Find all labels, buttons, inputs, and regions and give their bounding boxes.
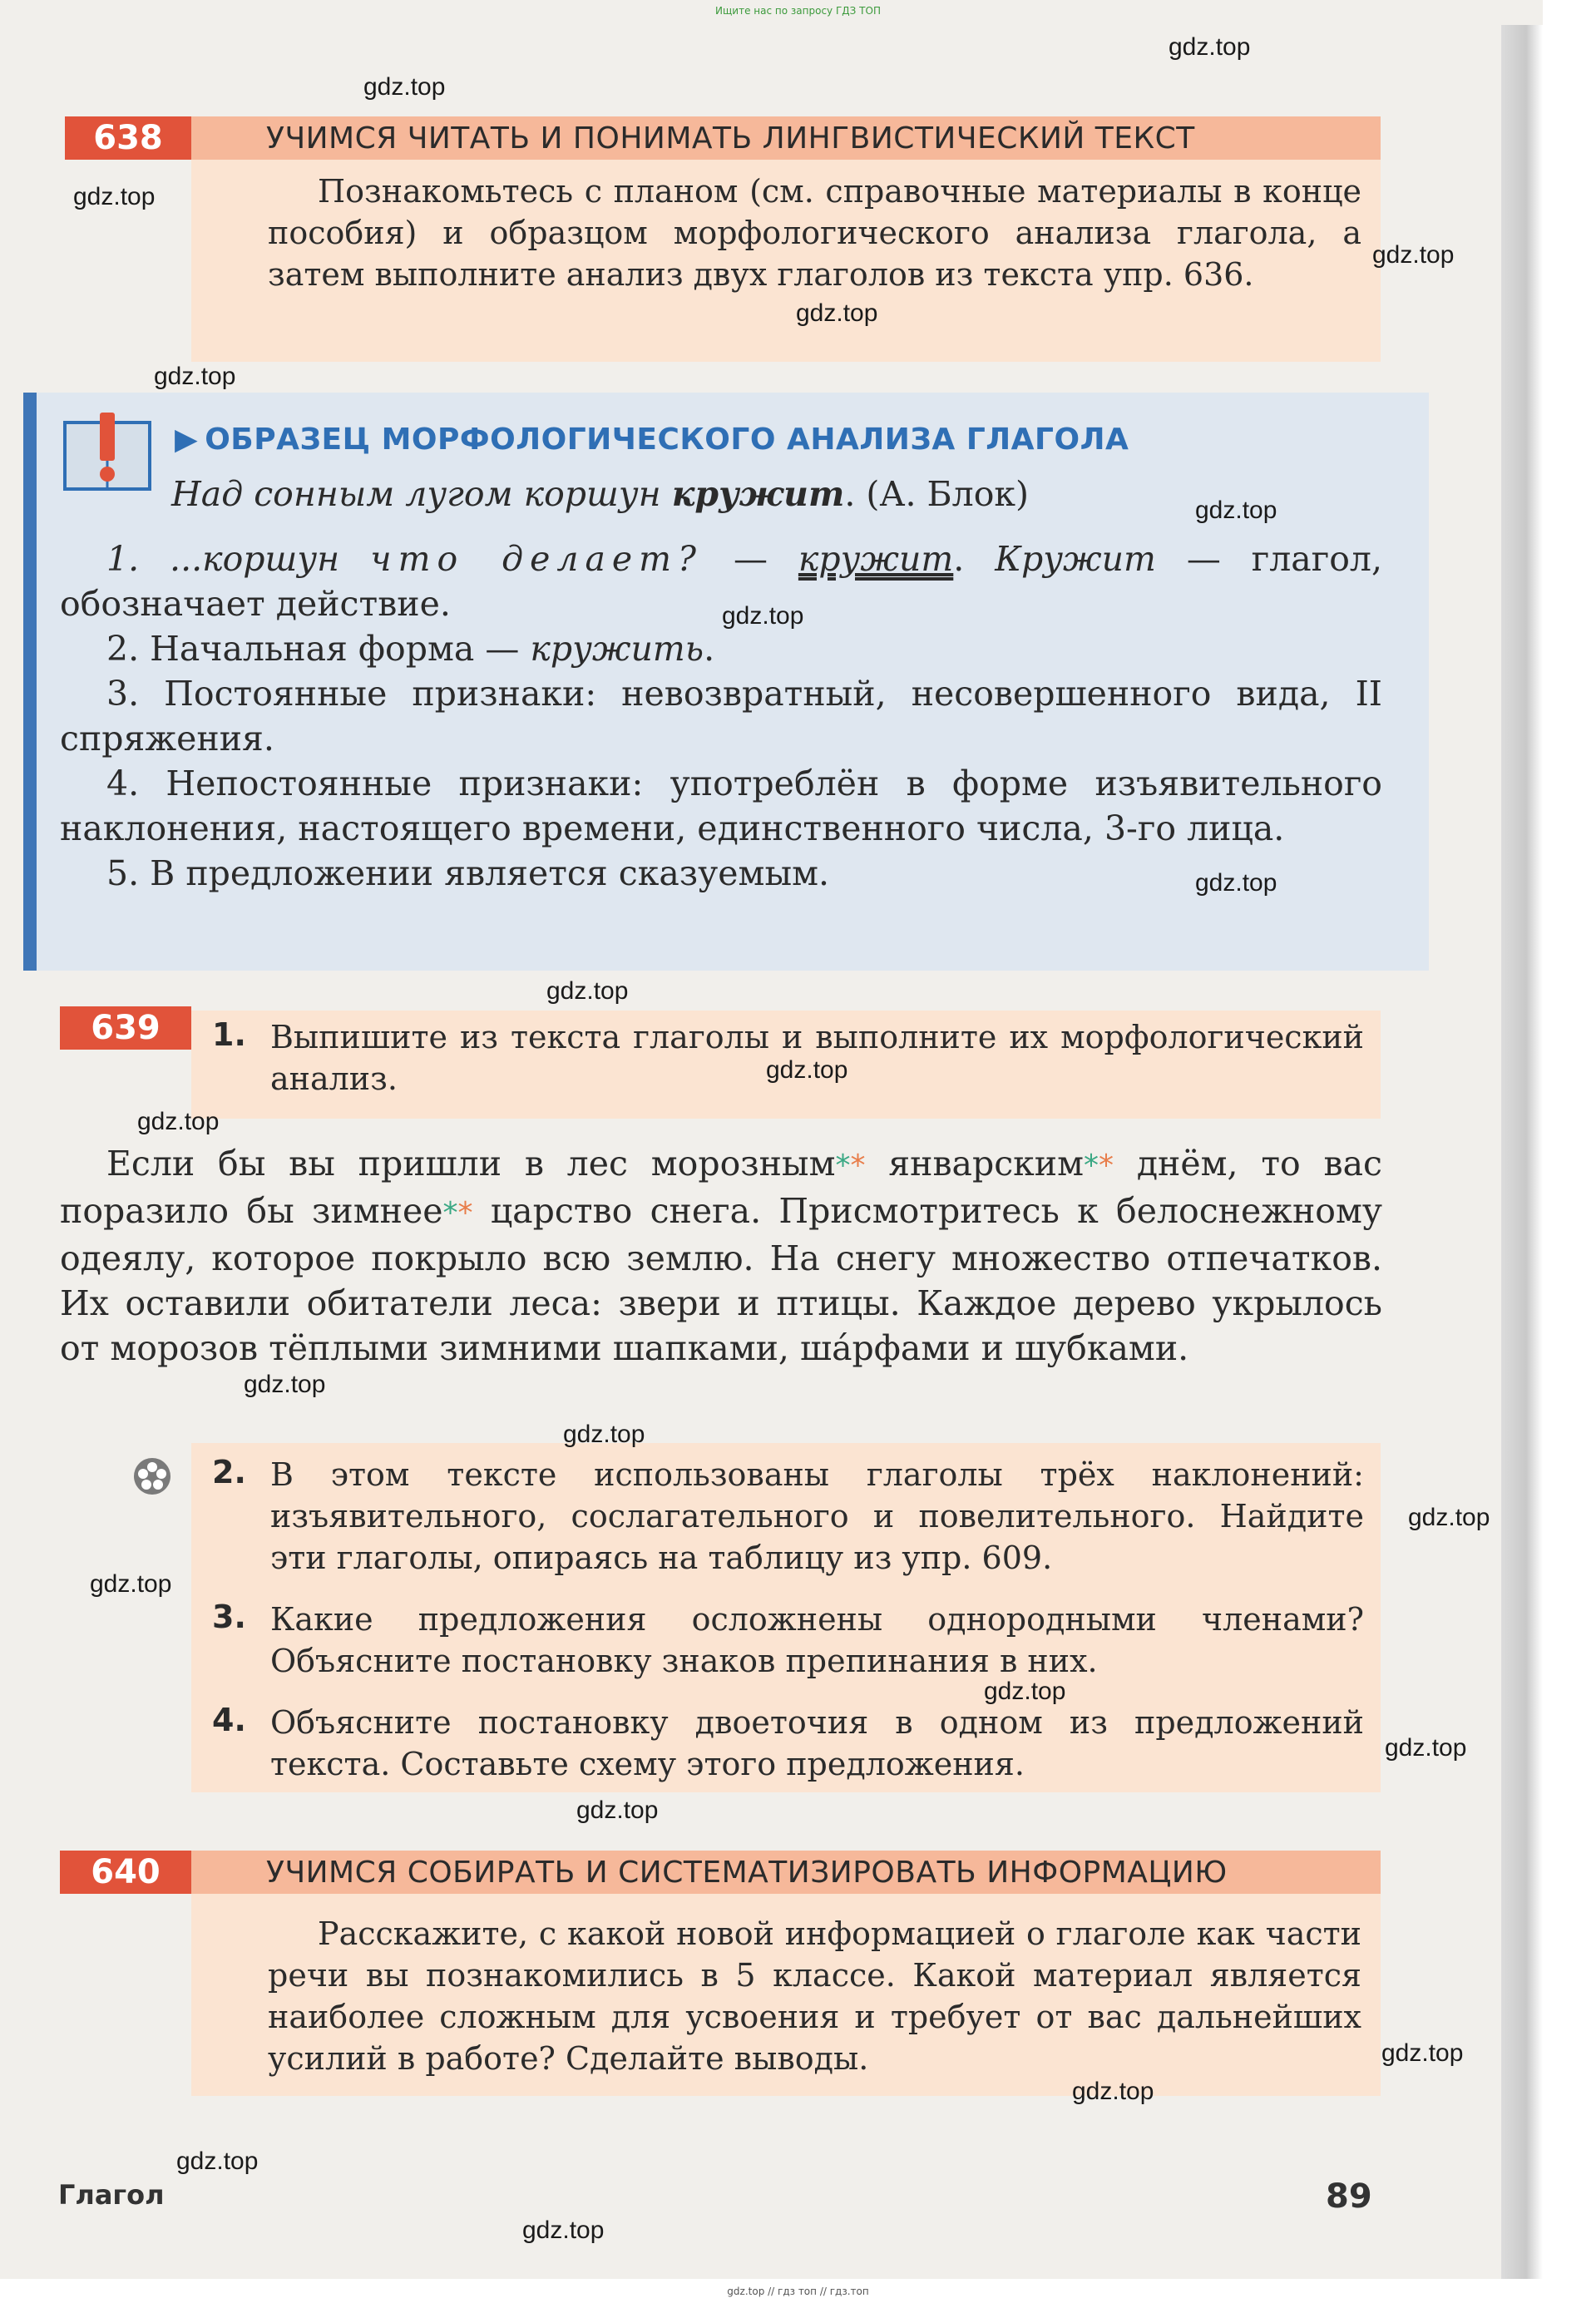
double-asterisk-mark [835,1149,865,1183]
sample-title [175,423,1129,457]
ex639-tasks [212,1454,1364,1785]
task1-number: 1. [212,1016,246,1053]
step1-verb2: Кружит [995,539,1156,579]
watermark[interactable]: gdz.top [1381,2039,1464,2067]
ex640-text: Расскажите, с какой новой информацией о глаголе как части речи вы познакомились в 5 классе. Какой материал является наиболее сложным для усвоения и требует от вас дальнейших усилий в работе? Сделайте выводы. [268,1915,1361,2077]
text-part-d: царство снега. Присмотритесь к белоснежному одеялу, которое покрыло всю землю. На снегу множество отпечатков. Их оставили обитатели леса: звери и птицы. Каждое дерево укрылось от морозов тёплыми зимними шапками, ша́рфами и шубками. [60,1191,1382,1368]
ex640-heading: УЧИМСЯ СОБИРАТЬ И СИСТЕМАТИЗИРОВАТЬ ИНФОРМАЦИЮ [191,1851,1381,1894]
task1-text: Выпишите из текста глаголы и выполните их морфологический анализ. [270,1019,1364,1097]
task3-text: Какие предложения осложнены однородными членами? Объясните постановку знаков препинания в них. [270,1601,1364,1679]
text-part-a: Если бы вы пришли в лес морозным [106,1144,836,1184]
analysis-step-3: 3. Постоянные признаки: невозвратный, несовершенного вида, II спряжения. [60,674,1382,759]
step1-dot: . [953,539,996,579]
watermark[interactable]: gdz.top [546,977,629,1005]
quote-verb: кружит [671,474,845,514]
watermark[interactable]: gdz.top [1169,33,1251,61]
task4-text: Объясните постановку двоеточия в одном из предложений текста. Составьте схему этого предложения. [270,1704,1364,1782]
watermark[interactable]: gdz.top [154,363,236,390]
double-asterisk-mark: ** [1084,1149,1114,1183]
bottom-note: gdz.top // гдз топ // гдз.топ [727,2286,869,2297]
task4-number: 4. [212,1702,246,1738]
watermark[interactable]: gdz.top [984,1678,1066,1705]
ex639-number: 639 [60,1006,191,1050]
ex638-heading: УЧИМСЯ ЧИТАТЬ И ПОНИМАТЬ ЛИНГВИСТИЧЕСКИЙ ТЕКСТ [191,116,1381,160]
watermark[interactable]: gdz.top [722,602,804,630]
step1-subject: 1. ...коршун [106,539,371,579]
watermark[interactable]: gdz.top [796,299,878,327]
analysis-step-5: 5. В предложении является сказуемым. [106,853,830,893]
watermark[interactable]: gdz.top [766,1056,848,1084]
watermark[interactable]: gdz.top [576,1796,659,1824]
watermark[interactable]: gdz.top [137,1108,220,1135]
page-number: 89 [1326,2177,1372,2216]
watermark[interactable]: gdz.top [176,2147,259,2175]
step1-question: что делает? [370,539,704,579]
analysis-step-2 [60,626,1382,671]
ex638-number: 638 [65,116,191,160]
watermark[interactable]: gdz.top [244,1371,326,1398]
arrow-right-icon: ▶ [175,423,199,457]
asterisk-orange: * [850,1149,866,1183]
watermark[interactable]: gdz.top [1195,869,1277,897]
watermark[interactable]: gdz.top [1072,2078,1154,2105]
step2-dot: . [704,629,715,669]
step1-rest: — глагол, обозначает действие. [60,539,1382,624]
double-asterisk-mark: ** [442,1196,473,1230]
watermark[interactable]: gdz.top [73,183,156,210]
text-part-b: январским [865,1144,1085,1184]
ex638-text: Познакомьтесь с планом (см. справочные материалы в конце пособия) и образцом морфологического анализа глагола, а затем выполните анализ двух глаголов из текста упр. 636. [268,173,1361,293]
watermark[interactable]: gdz.top [1372,241,1455,269]
quote-author: . (А. Блок) [844,474,1030,514]
text-part-c: днём, то вас поразило бы зимнее [60,1144,1382,1231]
flower-icon [133,1457,171,1495]
watermark[interactable]: gdz.top [563,1421,645,1448]
quote-text: Над сонным лугом коршун [171,474,672,514]
watermark[interactable]: gdz.top [1385,1734,1467,1762]
asterisk-green: * [835,1149,851,1183]
step2-form: кружить [530,629,704,669]
ex640-number: 640 [60,1851,191,1894]
watermark[interactable]: gdz.top [90,1570,172,1598]
task2-text: В этом тексте использованы глаголы трёх наклонений: изъявительного, сослагательного и повелительного. Найдите эти глаголы, опираясь на таблицу из упр. 609. [270,1456,1364,1576]
step1-dash: — [703,539,798,579]
step1-verb: кружит [798,539,954,579]
sample-analysis [60,536,1382,896]
watermark[interactable]: gdz.top [363,73,446,101]
analysis-step-4: 4. Непостоянные признаки: употреблён в форме изъявительного наклонения, настоящего времени, единственного числа, 3-го лица. [60,764,1382,848]
ex639-text [60,1141,1382,1371]
watermark[interactable]: gdz.top [522,2217,605,2244]
analysis-step-1 [60,536,1382,626]
watermark[interactable]: gdz.top [1408,1504,1490,1531]
task2-number: 2. [212,1454,246,1490]
step2-label: 2. Начальная форма — [106,629,531,669]
exclamation-book-icon [62,411,153,494]
page-edge [1501,25,1543,2279]
task3-number: 3. [212,1599,246,1635]
watermark[interactable]: gdz.top [1195,497,1277,524]
top-note: Ищите нас по запросу ГДЗ ТОП [715,5,881,17]
sample-title-text: ОБРАЗЕЦ МОРФОЛОГИЧЕСКОГО АНАЛИЗА ГЛАГОЛА [205,423,1129,457]
footer-section: Глагол [58,2179,165,2211]
